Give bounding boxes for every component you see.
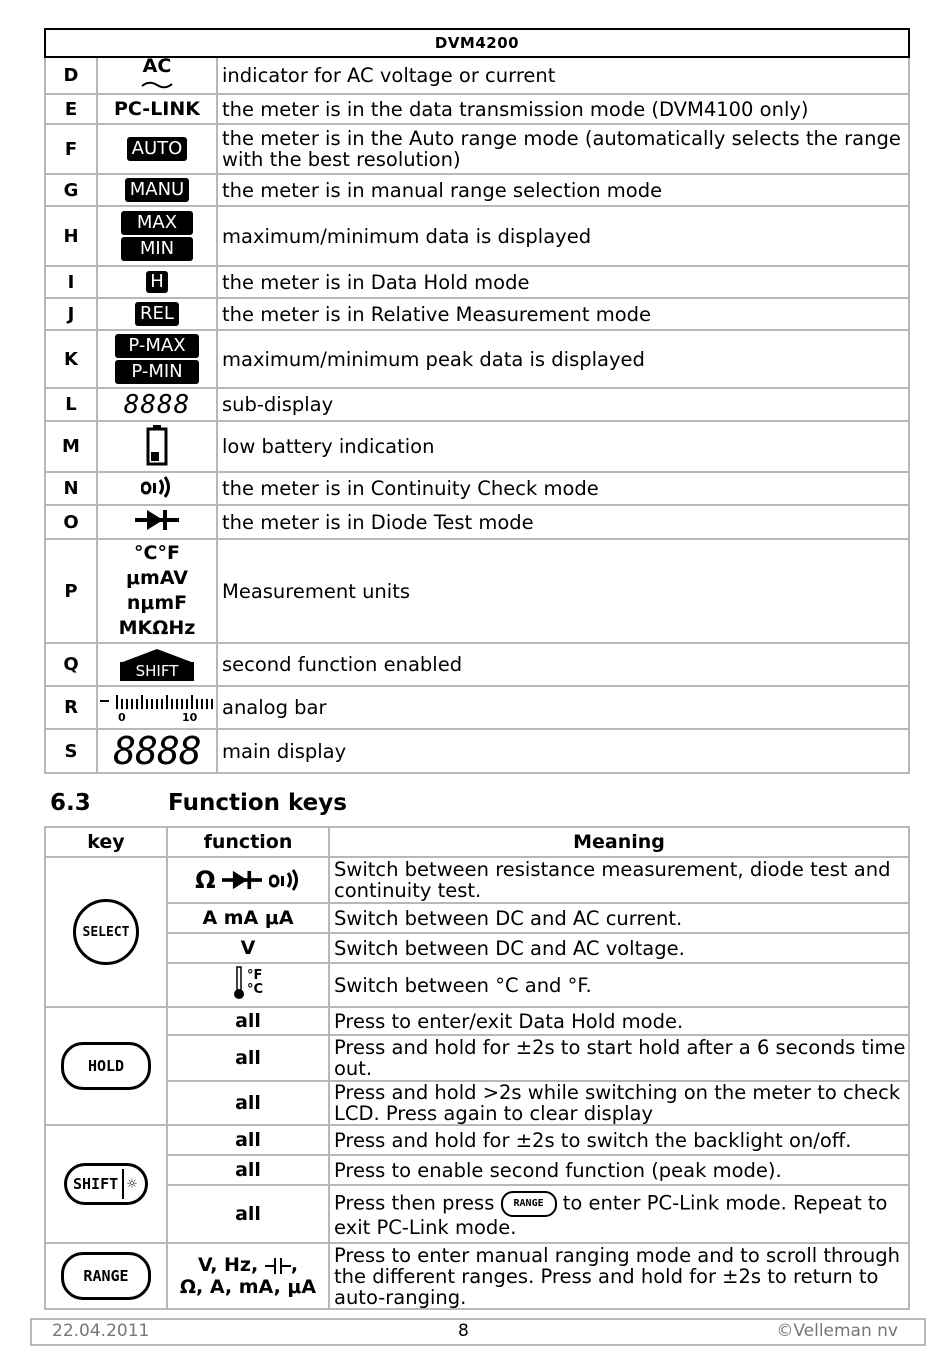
table-row (45, 330, 909, 388)
row-letter: L (45, 388, 97, 421)
header-function: function (167, 827, 329, 857)
auto-badge: AUTO (127, 137, 188, 161)
row-description: the meter is in Continuity Check mode (217, 472, 909, 505)
row-description: low battery indication (217, 421, 909, 472)
table-row (45, 1155, 909, 1185)
row-letter: O (45, 505, 97, 539)
function-keys-table (44, 826, 910, 1310)
row-letter: P (45, 539, 97, 643)
row-description: Measurement units (217, 539, 909, 643)
main-display-digits-icon: 8888 (97, 729, 217, 773)
select-key-button[interactable]: SELECT (73, 899, 139, 965)
row-letter: M (45, 421, 97, 472)
function-cell: all (167, 1007, 329, 1035)
meaning-cell: Switch between °C and °F. (329, 963, 909, 1007)
sub-display-digits-icon: 8888 (97, 388, 217, 421)
function-cell: V (167, 933, 329, 963)
row-description: indicator for AC voltage or current (217, 57, 909, 94)
row-letter: D (45, 57, 97, 94)
symbol-table (44, 28, 910, 774)
row-description: maximum/minimum data is displayed (217, 206, 909, 266)
analog-bar-icon: 0 10 (97, 686, 217, 729)
p-min-badge: P-MIN (115, 360, 199, 384)
meaning-cell: Press to enter manual ranging mode and to scroll through the different ranges. Press and hold for ±2s to return to auto-ranging. (329, 1243, 909, 1309)
table-row (45, 421, 909, 472)
table-row (45, 1081, 909, 1125)
table-row (45, 539, 909, 643)
function-cell: V, Hz, , Ω, A, mA, μA (167, 1243, 329, 1309)
units-text: °C°F μmAV nμmF MKΩHz (97, 539, 217, 643)
table-row (45, 298, 909, 330)
table-title: DVM4200 (45, 29, 909, 57)
table-row (45, 1007, 909, 1035)
backlight-icon: ☼ (122, 1169, 137, 1199)
row-letter: I (45, 266, 97, 298)
table-row (45, 388, 909, 421)
table-row (45, 729, 909, 773)
row-description: main display (217, 729, 909, 773)
diode-icon (222, 868, 262, 892)
row-description: the meter is in manual range selection mode (217, 174, 909, 206)
table-row (45, 505, 909, 539)
min-badge: MIN (121, 237, 193, 261)
table-row (45, 174, 909, 206)
table-row (45, 1243, 909, 1309)
row-letter: Q (45, 643, 97, 686)
function-cell: all (167, 1081, 329, 1125)
table-row (45, 903, 909, 933)
range-key-inline-button[interactable]: RANGE (501, 1191, 557, 1217)
function-cell: all (167, 1125, 329, 1155)
shift-icon: SHIFT (97, 643, 217, 686)
hold-key-button[interactable]: HOLD (61, 1042, 151, 1090)
table-row (45, 472, 909, 505)
diode-icon (97, 505, 217, 539)
table-row (45, 963, 909, 1007)
shift-key-button[interactable]: SHIFT ☼ (64, 1163, 148, 1205)
row-letter: S (45, 729, 97, 773)
page-footer (30, 1318, 926, 1346)
table-row (45, 1125, 909, 1155)
section-number: 6.3 (50, 790, 91, 816)
table-row (45, 1185, 909, 1243)
meaning-cell: Press and hold >2s while switching on the meter to check LCD. Press again to clear display (329, 1081, 909, 1125)
rel-badge: REL (135, 302, 179, 326)
meaning-cell: Press to enter/exit Data Hold mode. (329, 1007, 909, 1035)
ac-symbol-icon: AC (97, 57, 217, 94)
range-key-button[interactable]: RANGE (61, 1252, 151, 1300)
continuity-icon (269, 869, 301, 891)
table-header-row (45, 827, 909, 857)
section-heading (50, 790, 347, 816)
row-letter: J (45, 298, 97, 330)
pc-link-label: PC-LINK (97, 94, 217, 124)
row-letter: K (45, 330, 97, 388)
table-row (45, 686, 909, 729)
table-row (45, 57, 909, 94)
header-key: key (45, 827, 167, 857)
row-description: the meter is in the Auto range mode (automatically selects the range with the best resolution) (217, 124, 909, 174)
table-row (45, 1035, 909, 1081)
manu-badge: MANU (125, 178, 189, 202)
table-row (45, 933, 909, 963)
meaning-cell: Press and hold for ±2s to switch the backlight on/off. (329, 1125, 909, 1155)
row-description: maximum/minimum peak data is displayed (217, 330, 909, 388)
footer-date: 22.04.2011 (52, 1321, 150, 1341)
table-row (45, 94, 909, 124)
row-letter: E (45, 94, 97, 124)
continuity-icon (97, 472, 217, 505)
row-description: the meter is in Relative Measurement mode (217, 298, 909, 330)
function-cell: A mA μA (167, 903, 329, 933)
table-row (45, 206, 909, 266)
thermometer-cell (167, 963, 329, 1007)
page-number: 8 (458, 1321, 469, 1341)
row-description: the meter is in Diode Test mode (217, 505, 909, 539)
meaning-cell: Switch between DC and AC voltage. (329, 933, 909, 963)
row-letter: N (45, 472, 97, 505)
max-badge: MAX (121, 211, 193, 235)
row-letter: F (45, 124, 97, 174)
table-row (45, 124, 909, 174)
table-row (45, 643, 909, 686)
section-title: Function keys (168, 790, 347, 816)
function-cell: all (167, 1035, 329, 1081)
row-description: the meter is in Data Hold mode (217, 266, 909, 298)
function-cell: Ω (167, 857, 329, 903)
row-description: sub-display (217, 388, 909, 421)
row-description: second function enabled (217, 643, 909, 686)
function-cell: all (167, 1155, 329, 1185)
function-cell: all (167, 1185, 329, 1243)
table-row (45, 266, 909, 298)
row-letter: R (45, 686, 97, 729)
p-max-badge: P-MAX (115, 334, 199, 358)
thermometer-icon: °F °C (233, 966, 263, 1000)
row-letter: G (45, 174, 97, 206)
row-description: the meter is in the data transmission mode (DVM4100 only) (217, 94, 909, 124)
table-row (45, 857, 909, 903)
capacitor-icon (265, 1257, 291, 1275)
footer-copyright: ©Velleman nv (776, 1321, 898, 1341)
header-meaning: Meaning (329, 827, 909, 857)
hold-badge: H (146, 271, 168, 293)
meaning-cell: Press and hold for ±2s to start hold after a 6 seconds time out. (329, 1035, 909, 1081)
row-letter: H (45, 206, 97, 266)
meaning-cell: Switch between resistance measurement, diode test and continuity test. (329, 857, 909, 903)
battery-icon (97, 421, 217, 472)
meaning-cell: Press then press RANGE to enter PC-Link mode. Repeat to exit PC-Link mode. (329, 1185, 909, 1243)
meaning-cell: Switch between DC and AC current. (329, 903, 909, 933)
row-description: analog bar (217, 686, 909, 729)
meaning-cell: Press to enable second function (peak mode). (329, 1155, 909, 1185)
